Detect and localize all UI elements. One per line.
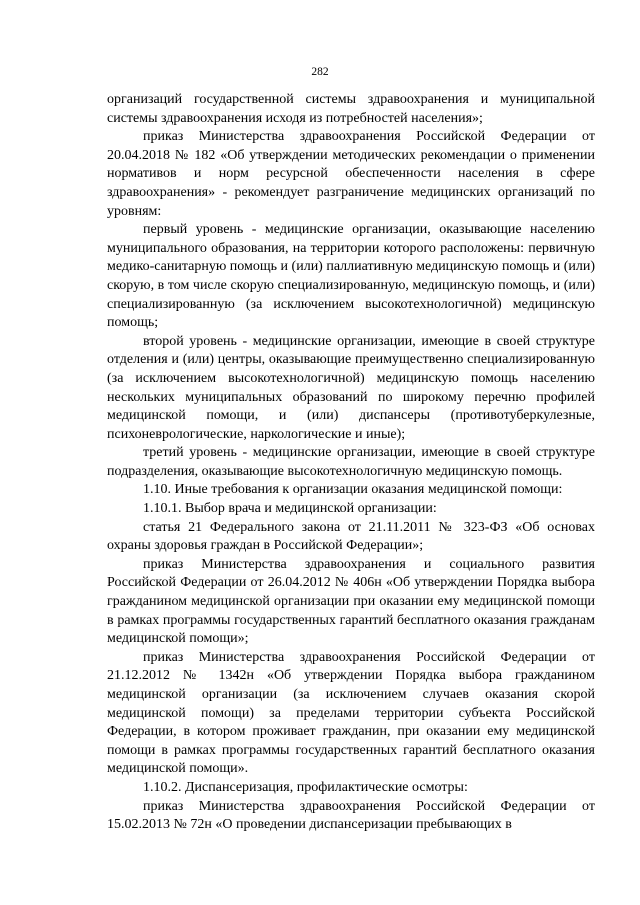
page-number: 282 xyxy=(311,66,329,78)
paragraph: статья 21 Федерального закона от 21.11.2011 № 323-ФЗ «Об основах охраны здоровья граждан в Российской Федерации»; xyxy=(107,519,595,554)
paragraph: приказ Министерства здравоохранения Российской Федерации от 15.02.2013 № 72н «О проведении диспансеризации пребывающих в xyxy=(107,798,595,833)
document-body xyxy=(107,91,595,835)
subsection-heading: 1.10.2. Диспансеризация, профилактические осмотры: xyxy=(143,779,468,795)
paragraph: приказ Министерства здравоохранения Российской Федерации от 20.04.2018 № 182 «Об утверждении методических рекомендации о применении нормативов и норм ресурсной обеспеченности населения в сфере здравоохранения» - рекомендует разграничение медицинских организаций по уровням: xyxy=(107,129,595,219)
subsection-heading: 1.10.1. Выбор врача и медицинской организации: xyxy=(143,501,437,517)
paragraph: третий уровень - медицинские организации, имеющие в своей структуре подразделения, оказывающие высокотехнологичную медицинскую помощь. xyxy=(107,445,595,479)
paragraph: приказ Министерства здравоохранения Российской Федерации от 21.12.2012 № 1342н «Об утверждении Порядка выбора гражданином медицинской организации (за исключением случаев оказания скорой медицинской помощи) за пределами территории субъекта Российской Федерации, в котором проживает гражданин, при оказании ему медицинской помощи в рамках программы государственных гарантий бесплатного оказания медицинской помощи». xyxy=(107,649,595,777)
paragraph: организаций государственной системы здравоохранения и муниципальной системы здравоохранения исходя из потребностей населения»; xyxy=(107,92,595,126)
paragraph: первый уровень - медицинские организации, оказывающие населению муниципального образования, на территории которого расположены: первичную медико-санитарную помощь и (или) паллиативную медицинскую помощь и (или) скорую, в том числе скорую специализированную, медицинскую помощь, и (или) специализированную (за исключением высокотехнологичной) медицинскую помощь; xyxy=(107,222,595,331)
section-heading: 1.10. Иные требования к организации оказания медицинской помощи: xyxy=(143,482,563,498)
paragraph: второй уровень - медицинские организации, имеющие в своей структуре отделения и (или) центры, оказывающие преимущественно специализированную (за исключением высокотехнологичной) медицинскую помощь населению нескольких муниципальных образований по широкому перечню профилей медицинской помощи, и (или) диспансеры (противотуберкулезные, психоневрологические, наркологические и иные); xyxy=(107,333,595,442)
paragraph: приказ Министерства здравоохранения и социального развития Российской Федерации от 26.04.2012 № 406н «Об утверждении Порядка выбора гражданином медицинской организации при оказании ему медицинской помощи в рамках программы государственных гарантий бесплатного оказания гражданам медицинской помощи»; xyxy=(107,556,595,647)
